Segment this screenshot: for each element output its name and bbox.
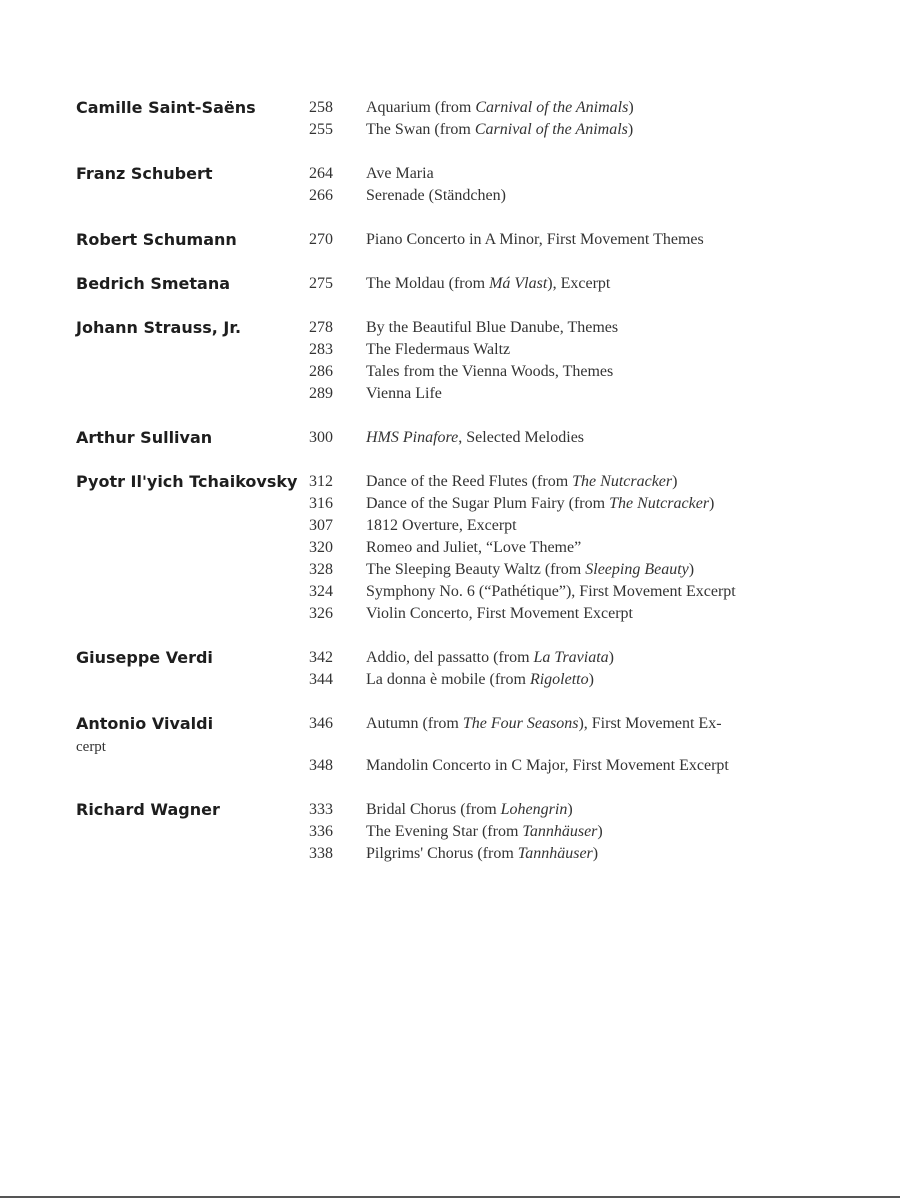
piece-title: The Evening Star (from Tannhäuser) xyxy=(366,823,603,840)
list-item xyxy=(309,383,876,405)
composer-block xyxy=(76,317,876,405)
list-item xyxy=(309,713,876,735)
list-item xyxy=(309,581,876,603)
title-wrap-fragment: cerpt xyxy=(76,739,106,755)
list-item xyxy=(309,361,876,383)
page-number: 270 xyxy=(309,231,333,248)
page-number: 307 xyxy=(309,517,333,534)
page-number: 326 xyxy=(309,605,333,622)
composer-name xyxy=(76,713,213,757)
entry-list xyxy=(309,97,876,141)
entry-list xyxy=(309,647,876,691)
composer-block xyxy=(76,427,876,449)
composer-name-text: Johann Strauss, Jr. xyxy=(76,318,242,337)
list-item xyxy=(309,559,876,581)
piece-title: By the Beautiful Blue Danube, Themes xyxy=(366,319,619,336)
composer-name xyxy=(76,427,212,449)
page-number: 348 xyxy=(309,757,333,774)
list-item xyxy=(309,163,876,185)
entry-list xyxy=(309,273,876,295)
piece-title: 1812 Overture, Excerpt xyxy=(366,517,517,534)
composer-name-text: Robert Schumann xyxy=(76,230,237,249)
composer-block xyxy=(76,273,876,295)
composer-block xyxy=(76,647,876,691)
entry-list xyxy=(309,713,876,777)
page-number: 300 xyxy=(309,429,333,446)
piece-title: Violin Concerto, First Movement Excerpt xyxy=(366,605,633,622)
list-item xyxy=(309,493,876,515)
composer-name xyxy=(76,163,213,185)
composer-name xyxy=(76,97,256,119)
piece-title: Symphony No. 6 (“Pathétique”), First Movement Excerpt xyxy=(366,583,736,600)
page-number: 275 xyxy=(309,275,333,292)
list-item xyxy=(309,185,876,207)
list-item xyxy=(309,515,876,537)
page-number: 278 xyxy=(309,319,333,336)
composer-name-text: Franz Schubert xyxy=(76,164,213,183)
piece-title: The Swan (from Carnival of the Animals) xyxy=(366,121,634,138)
composer-name xyxy=(76,317,241,339)
entry-list xyxy=(309,229,876,251)
composer-name xyxy=(76,647,213,669)
page-number: 316 xyxy=(309,495,333,512)
page-number: 333 xyxy=(309,801,333,818)
page-number: 342 xyxy=(309,649,333,666)
piece-title: Mandolin Concerto in C Major, First Movement Excerpt xyxy=(366,757,729,774)
piece-title: Dance of the Reed Flutes (from The Nutcracker) xyxy=(366,473,678,490)
composer-name-text: Antonio Vivaldi xyxy=(76,714,214,733)
page-number: 283 xyxy=(309,341,333,358)
page-number: 320 xyxy=(309,539,333,556)
piece-title: Aquarium (from Carnival of the Animals) xyxy=(366,99,634,116)
composer-name xyxy=(76,273,230,295)
list-item xyxy=(309,317,876,339)
page-number: 266 xyxy=(309,187,333,204)
list-item xyxy=(309,821,876,843)
piece-title: Addio, del passatto (from La Traviata) xyxy=(366,649,614,666)
piece-title: Dance of the Sugar Plum Fairy (from The Nutcracker) xyxy=(366,495,715,512)
entry-list xyxy=(309,471,876,625)
piece-title: The Sleeping Beauty Waltz (from Sleeping Beauty) xyxy=(366,561,695,578)
list-item xyxy=(309,229,876,251)
composer-block xyxy=(76,97,876,141)
page-number: 328 xyxy=(309,561,333,578)
entry-list xyxy=(309,799,876,865)
list-item xyxy=(309,119,876,141)
entry-list xyxy=(309,427,876,449)
page-number: 336 xyxy=(309,823,333,840)
composer-name-text: Giuseppe Verdi xyxy=(76,648,213,667)
list-item xyxy=(309,647,876,669)
list-item xyxy=(309,97,876,119)
composer-name-text: Pyotr Il'yich Tchaikovsky xyxy=(76,472,298,491)
piece-title: Bridal Chorus (from Lohengrin) xyxy=(366,801,573,818)
composer-block xyxy=(76,163,876,207)
composer-block xyxy=(76,799,876,865)
composer-block xyxy=(76,713,876,777)
entry-list xyxy=(309,163,876,207)
composer-block xyxy=(76,229,876,251)
piece-title: Piano Concerto in A Minor, First Movement Themes xyxy=(366,231,704,248)
page-number: 312 xyxy=(309,473,333,490)
page-number: 344 xyxy=(309,671,333,688)
contents-list xyxy=(76,97,876,887)
page-number: 324 xyxy=(309,583,333,600)
composer-name xyxy=(76,471,297,493)
list-item xyxy=(309,471,876,493)
list-item xyxy=(309,669,876,691)
page-number: 338 xyxy=(309,845,333,862)
page-number: 286 xyxy=(309,363,333,380)
piece-title: Autumn (from The Four Seasons), First Movement Ex- xyxy=(366,715,722,732)
page-number: 255 xyxy=(309,121,333,138)
piece-title: La donna è mobile (from Rigoletto) xyxy=(366,671,594,688)
composer-name-text: Camille Saint-Saëns xyxy=(76,98,256,117)
piece-title: The Moldau (from Má Vlast), Excerpt xyxy=(366,275,611,292)
entry-list xyxy=(309,317,876,405)
piece-title: Ave Maria xyxy=(366,165,434,182)
piece-title: HMS Pinafore, Selected Melodies xyxy=(366,429,585,446)
composer-name-text: Bedrich Smetana xyxy=(76,274,230,293)
list-item xyxy=(309,537,876,559)
piece-title: Romeo and Juliet, “Love Theme” xyxy=(366,539,582,556)
list-item xyxy=(309,843,876,865)
page-number: 258 xyxy=(309,99,333,116)
piece-title: Pilgrims' Chorus (from Tannhäuser) xyxy=(366,845,599,862)
list-item xyxy=(309,273,876,295)
piece-title: Tales from the Vienna Woods, Themes xyxy=(366,363,614,380)
page-number: 289 xyxy=(309,385,333,402)
composer-name xyxy=(76,799,220,821)
list-item xyxy=(309,427,876,449)
piece-title: The Fledermaus Waltz xyxy=(366,341,511,358)
list-item xyxy=(309,339,876,361)
list-item xyxy=(309,799,876,821)
composer-name-text: Arthur Sullivan xyxy=(76,428,213,447)
list-item xyxy=(309,603,876,625)
page-number: 264 xyxy=(309,165,333,182)
piece-title: Vienna Life xyxy=(366,385,442,402)
composer-name-text: Richard Wagner xyxy=(76,800,220,819)
composer-name xyxy=(76,229,237,251)
list-item xyxy=(309,755,876,777)
page-number: 346 xyxy=(309,715,333,732)
piece-title: Serenade (Ständchen) xyxy=(366,187,506,204)
composer-block xyxy=(76,471,876,625)
